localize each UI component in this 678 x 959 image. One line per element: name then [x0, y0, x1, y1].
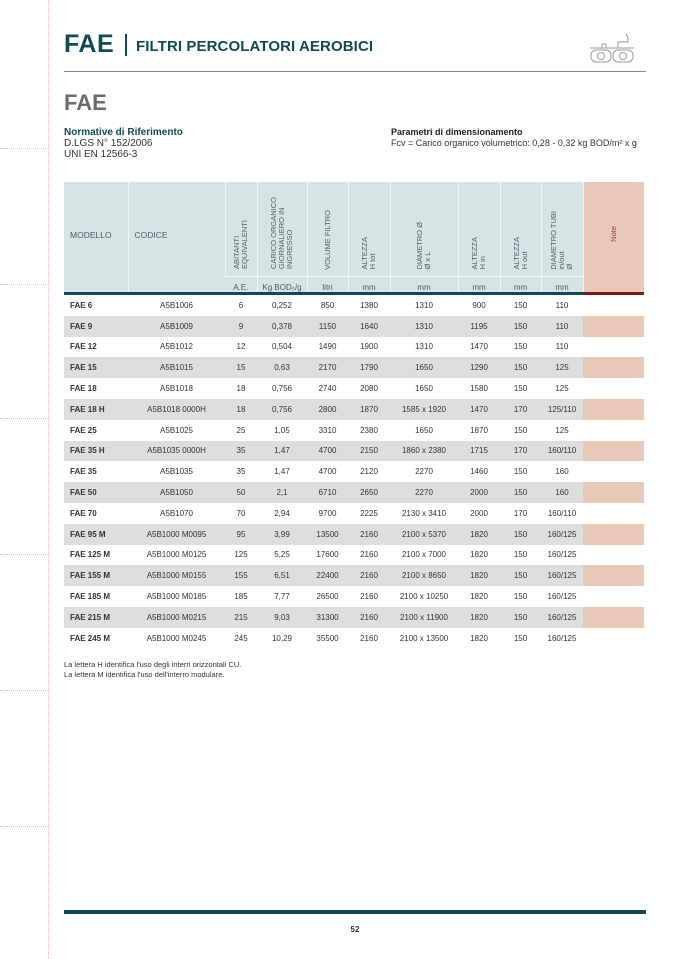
- cell-diametro: 2270: [415, 467, 433, 477]
- cell-modello: FAE 9: [64, 316, 128, 337]
- cell-diametro-tubi: 160/125: [547, 633, 577, 643]
- cell-modello: FAE 245 M: [70, 633, 111, 643]
- table-header-row: [64, 182, 644, 276]
- cell-altezza-out: 150: [513, 300, 528, 310]
- normative-line: D.LGS N° 152/2006: [64, 138, 153, 149]
- cell-altezza-out: 170: [500, 441, 541, 462]
- cell-altezza-tot: 2225: [360, 508, 378, 518]
- cell-altezza-in: 1820: [470, 550, 488, 560]
- cell-altezza-tot: 2160: [348, 524, 390, 545]
- cell-codice: A5B1000 M0215: [128, 607, 225, 628]
- cell-modello: FAE 18 H: [64, 399, 128, 420]
- cell-volume: 1150: [307, 316, 348, 337]
- cell-diametro: 1310: [415, 300, 433, 310]
- cell-altezza-out: 170: [500, 399, 541, 420]
- cell-diametro-tubi: 160/125: [547, 550, 577, 560]
- unit-label: mm: [541, 276, 583, 292]
- cell-volume: 2170: [307, 357, 348, 378]
- cell-altezza-in: 1820: [458, 524, 500, 545]
- table-row: [64, 337, 644, 358]
- cell-note: [583, 607, 644, 628]
- footnote: La lettera M identifica l'uso dell'interro modulare.: [64, 669, 225, 679]
- cell-diametro: 2100 x 7000: [401, 550, 447, 560]
- cell-codice: A5B1012: [160, 342, 193, 352]
- cell-altezza-in: 1715: [458, 441, 500, 462]
- margin-guide: [0, 690, 48, 691]
- cell-diametro: 2100 x 11900: [390, 607, 458, 628]
- cell-modello: FAE 70: [70, 508, 97, 518]
- unit-label: litri: [307, 276, 348, 292]
- footer-divider: [64, 910, 646, 914]
- cell-modello: FAE 12: [70, 342, 97, 352]
- cell-diametro: 1650: [390, 357, 458, 378]
- cell-volume: 3310: [318, 425, 337, 435]
- cell-carico: 0,504: [271, 342, 293, 352]
- cell-volume: 2740: [318, 384, 337, 394]
- cell-codice: A5B1000 M0155: [128, 565, 225, 586]
- cell-altezza-out: 150: [500, 316, 541, 337]
- cell-altezza-tot: 2160: [360, 592, 378, 602]
- margin-guide: [48, 0, 49, 959]
- footnotes: [64, 660, 241, 679]
- cell-modello: FAE 155 M: [64, 565, 128, 586]
- cell-diametro-tubi: 110: [555, 342, 569, 352]
- cell-note: [583, 545, 644, 566]
- cell-altezza-tot: 1900: [360, 342, 378, 352]
- cell-diametro: 2130 x 3410: [401, 508, 447, 518]
- cell-altezza-tot: 2160: [360, 550, 378, 560]
- cell-diametro: 1310: [415, 342, 433, 352]
- cell-altezza-in: 1290: [458, 357, 500, 378]
- cell-altezza-out: 150: [513, 550, 528, 560]
- footnote: La lettera H identifica l'uso degli interri orizzontali CU.: [64, 660, 242, 669]
- cell-carico: 5,25: [274, 550, 290, 560]
- table-row: [64, 545, 644, 566]
- cell-codice: A5B1035: [160, 467, 193, 477]
- cell-altezza-out: 150: [513, 342, 528, 352]
- table-row: [64, 503, 644, 524]
- cell-abitanti: 155: [225, 565, 257, 586]
- cell-carico: 9,03: [257, 607, 307, 628]
- cell-carico: 3,99: [257, 524, 307, 545]
- cell-note: [583, 357, 644, 378]
- unit-label: A.E.: [225, 276, 257, 292]
- cell-altezza-in: 2000: [458, 482, 500, 503]
- cell-abitanti: 245: [234, 633, 248, 643]
- cell-diametro-tubi: 160/110: [541, 441, 583, 462]
- cell-note: [583, 586, 644, 607]
- table-row: [64, 441, 644, 462]
- table-body: [64, 295, 644, 649]
- cell-volume: 1490: [318, 342, 337, 352]
- cell-diametro: 1650: [415, 384, 433, 394]
- cell-altezza-tot: 1640: [348, 316, 390, 337]
- cell-diametro-tubi: 160/125: [547, 592, 577, 602]
- cell-note: [583, 565, 644, 586]
- column-header-abitanti: ABITANTI EQUIVALENTI: [225, 182, 257, 276]
- cell-volume: 4700: [318, 467, 337, 477]
- cell-codice: A5B1018: [160, 384, 193, 394]
- cell-modello: FAE 18: [70, 384, 97, 394]
- cell-note: [583, 441, 644, 462]
- cell-modello: FAE 35: [70, 467, 97, 477]
- cell-carico: 0,378: [257, 316, 307, 337]
- cell-altezza-in: 1820: [458, 565, 500, 586]
- cell-altezza-out: 150: [513, 592, 528, 602]
- cell-modello: FAE 125 M: [70, 550, 111, 560]
- cell-codice: A5B1000 M0095: [128, 524, 225, 545]
- margin-guide: [0, 148, 48, 149]
- margin-guide: [0, 284, 48, 285]
- cell-diametro-tubi: 110: [541, 316, 583, 337]
- cell-diametro-tubi: 160/125: [541, 565, 583, 586]
- table-row: [64, 295, 644, 316]
- cell-carico: 1,47: [274, 467, 290, 477]
- cell-altezza-out: 150: [500, 524, 541, 545]
- cell-carico: 7,77: [274, 592, 290, 602]
- brand-subtitle: FILTRI PERCOLATORI AEROBICI: [136, 38, 374, 55]
- column-header-altezza-out: ALTEZZA H out: [500, 182, 541, 276]
- cell-codice: A5B1050: [128, 482, 225, 503]
- margin-guide: [0, 554, 48, 555]
- cell-altezza-in: 1470: [470, 342, 488, 352]
- cell-diametro: 2100 x 10250: [399, 592, 449, 602]
- cell-carico: 2,1: [257, 482, 307, 503]
- cell-altezza-tot: 2650: [348, 482, 390, 503]
- unit-label: mm: [348, 276, 390, 292]
- cell-volume: 4700: [307, 441, 348, 462]
- cell-altezza-in: 2000: [470, 508, 488, 518]
- cell-diametro-tubi: 110: [555, 300, 569, 310]
- cell-altezza-out: 150: [513, 633, 528, 643]
- cell-altezza-out: 150: [500, 357, 541, 378]
- column-header-altezza-in: ALTEZZA H in: [458, 182, 500, 276]
- cell-carico: 10,29: [271, 633, 293, 643]
- cell-altezza-in: 1820: [470, 633, 488, 643]
- cell-altezza-in: 1195: [458, 316, 500, 337]
- cell-altezza-tot: 2160: [348, 565, 390, 586]
- cell-diametro: 1860 x 2380: [390, 441, 458, 462]
- cell-altezza-tot: 1870: [348, 399, 390, 420]
- cell-diametro: 1650: [415, 425, 433, 435]
- cell-diametro-tubi: 160: [541, 482, 583, 503]
- cell-volume: 35500: [316, 633, 339, 643]
- cell-diametro: 2100 x 13500: [399, 633, 449, 643]
- septic-tank-icon: [588, 32, 636, 66]
- cell-diametro: 2100 x 5370: [390, 524, 458, 545]
- cell-codice: A5B1035 0000H: [128, 441, 225, 462]
- cell-volume: 26500: [316, 592, 339, 602]
- cell-note: [583, 295, 644, 316]
- cell-diametro-tubi: 125: [555, 425, 569, 435]
- normative-block: [64, 127, 183, 160]
- cell-abitanti: 70: [236, 508, 246, 518]
- page-title: FAE: [64, 90, 107, 115]
- cell-altezza-in: 900: [472, 300, 486, 310]
- column-header-carico: CARICO ORGANICO GIORNALIERO IN INGRESSO: [257, 182, 307, 276]
- cell-note: [583, 503, 644, 524]
- cell-altezza-in: 1580: [470, 384, 488, 394]
- cell-carico: 0,63: [257, 357, 307, 378]
- cell-modello: FAE 215 M: [64, 607, 128, 628]
- cell-altezza-out: 150: [513, 384, 528, 394]
- cell-note: [583, 482, 644, 503]
- table-row: [64, 524, 644, 545]
- cell-volume: 13500: [307, 524, 348, 545]
- cell-abitanti: 35: [225, 441, 257, 462]
- column-header-diametro-tubi: DIAMETRO TUBI in/out Ø: [541, 182, 583, 276]
- cell-diametro: 2100 x 8650: [390, 565, 458, 586]
- cell-altezza-in: 1870: [470, 425, 488, 435]
- cell-altezza-tot: 1380: [360, 300, 378, 310]
- column-header-modello: MODELLO: [64, 182, 128, 292]
- cell-abitanti: 50: [225, 482, 257, 503]
- cell-codice: A5B1000 M0245: [146, 633, 207, 643]
- cell-note: [583, 316, 644, 337]
- cell-modello: FAE 50: [64, 482, 128, 503]
- cell-note: [583, 628, 644, 649]
- table-row: [64, 420, 644, 441]
- normative-title: Normative di Riferimento: [64, 127, 183, 138]
- cell-modello: FAE 15: [64, 357, 128, 378]
- cell-volume: 9700: [318, 508, 337, 518]
- cell-altezza-in: 1470: [458, 399, 500, 420]
- margin-guide: [0, 418, 48, 419]
- cell-carico: 0,756: [257, 399, 307, 420]
- cell-abitanti: 185: [234, 592, 248, 602]
- brand-title: FAE: [64, 30, 115, 58]
- unit-label: mm: [390, 276, 458, 292]
- unit-label: mm: [500, 276, 541, 292]
- cell-altezza-tot: 2080: [360, 384, 378, 394]
- table-row: [64, 628, 644, 649]
- cell-diametro-tubi: 160/110: [547, 508, 577, 518]
- specifications-table: [64, 182, 644, 649]
- cell-codice: A5B1070: [160, 508, 193, 518]
- cell-codice: A5B1009: [128, 316, 225, 337]
- column-header-note: Note: [583, 182, 644, 292]
- table-row: [64, 482, 644, 503]
- cell-diametro-tubi: 160: [555, 467, 569, 477]
- cell-abitanti: 215: [225, 607, 257, 628]
- margin-guide: [0, 826, 48, 827]
- column-header-codice: CODICE: [128, 182, 225, 292]
- cell-altezza-out: 150: [500, 565, 541, 586]
- cell-volume: 850: [320, 300, 335, 310]
- brand-separator: [125, 34, 127, 56]
- cell-altezza-tot: 2120: [360, 467, 378, 477]
- cell-codice: A5B1025: [160, 425, 193, 435]
- column-header-diametro: DIAMETRO Ø Ø x L: [390, 182, 458, 276]
- cell-altezza-tot: 1790: [348, 357, 390, 378]
- cell-altezza-in: 1820: [458, 607, 500, 628]
- page-number: 52: [350, 925, 360, 934]
- cell-codice: A5B1000 M0185: [146, 592, 207, 602]
- cell-altezza-in: 1820: [470, 592, 488, 602]
- cell-volume: 2800: [307, 399, 348, 420]
- cell-abitanti: 18: [236, 384, 246, 394]
- cell-abitanti: 6: [238, 300, 244, 310]
- cell-diametro: 1585 x 1920: [390, 399, 458, 420]
- cell-altezza-tot: 2150: [348, 441, 390, 462]
- table-row: [64, 565, 644, 586]
- cell-carico: 1,47: [257, 441, 307, 462]
- cell-carico: 6,51: [257, 565, 307, 586]
- cell-modello: FAE 35 H: [64, 441, 128, 462]
- cell-altezza-out: 170: [513, 508, 528, 518]
- cell-modello: FAE 6: [70, 300, 93, 310]
- cell-note: [583, 420, 644, 441]
- cell-altezza-in: 1460: [470, 467, 488, 477]
- cell-carico: 0,756: [271, 384, 293, 394]
- cell-altezza-tot: 2160: [348, 607, 390, 628]
- cell-altezza-tot: 2380: [360, 425, 378, 435]
- table-row: [64, 399, 644, 420]
- table-row: [64, 316, 644, 337]
- cell-diametro-tubi: 160/125: [541, 524, 583, 545]
- table-row: [64, 607, 644, 628]
- header-divider: [64, 71, 646, 72]
- cell-diametro-tubi: 125: [541, 357, 583, 378]
- cell-note: [583, 399, 644, 420]
- cell-abitanti: 25: [236, 425, 246, 435]
- table-row: [64, 461, 644, 482]
- cell-volume: 17600: [316, 550, 339, 560]
- cell-modello: FAE 25: [70, 425, 97, 435]
- cell-diametro: 1310: [390, 316, 458, 337]
- cell-note: [583, 461, 644, 482]
- cell-altezza-out: 150: [513, 467, 528, 477]
- cell-codice: A5B1006: [160, 300, 193, 310]
- column-header-altezza-tot: ALTEZZA H tot: [348, 182, 390, 276]
- cell-note: [583, 378, 644, 399]
- cell-abitanti: 12: [236, 342, 246, 352]
- unit-label: Kg BOD₅/g: [257, 276, 307, 292]
- page-header: [64, 28, 646, 72]
- cell-altezza-out: 150: [513, 425, 528, 435]
- cell-abitanti: 95: [225, 524, 257, 545]
- table-row: [64, 586, 644, 607]
- cell-carico: 1,05: [274, 425, 290, 435]
- cell-altezza-tot: 2160: [360, 633, 378, 643]
- cell-altezza-out: 150: [500, 482, 541, 503]
- cell-codice: A5B1000 M0125: [146, 550, 207, 560]
- cell-altezza-out: 150: [500, 607, 541, 628]
- cell-note: [583, 337, 644, 358]
- column-header-volume: VOLUME FILTRO: [307, 182, 348, 276]
- cell-volume: 22400: [307, 565, 348, 586]
- parameters-block: [391, 127, 637, 149]
- cell-codice: A5B1015: [128, 357, 225, 378]
- cell-codice: A5B1018 0000H: [128, 399, 225, 420]
- cell-modello: FAE 185 M: [70, 592, 111, 602]
- cell-abitanti: 9: [225, 316, 257, 337]
- cell-diametro-tubi: 125: [555, 384, 569, 394]
- normative-line: UNI EN 12566-3: [64, 149, 138, 160]
- cell-diametro: 2270: [390, 482, 458, 503]
- cell-abitanti: 35: [236, 467, 246, 477]
- cell-carico: 0,252: [271, 300, 293, 310]
- table-row: [64, 378, 644, 399]
- table-row: [64, 357, 644, 378]
- cell-abitanti: 18: [225, 399, 257, 420]
- cell-carico: 2,94: [274, 508, 290, 518]
- cell-note: [583, 524, 644, 545]
- cell-modello: FAE 95 M: [64, 524, 128, 545]
- parameters-line: Fcv = Carico organico volumetrico: 0,28 - 0,32 kg BOD/m² x g: [391, 138, 637, 148]
- cell-abitanti: 125: [234, 550, 248, 560]
- cell-volume: 6710: [307, 482, 348, 503]
- cell-abitanti: 15: [225, 357, 257, 378]
- unit-label: mm: [458, 276, 500, 292]
- cell-diametro-tubi: 160/125: [541, 607, 583, 628]
- parameters-title: Parametri di dimensionamento: [391, 127, 523, 137]
- cell-volume: 31300: [307, 607, 348, 628]
- cell-diametro-tubi: 125/110: [541, 399, 583, 420]
